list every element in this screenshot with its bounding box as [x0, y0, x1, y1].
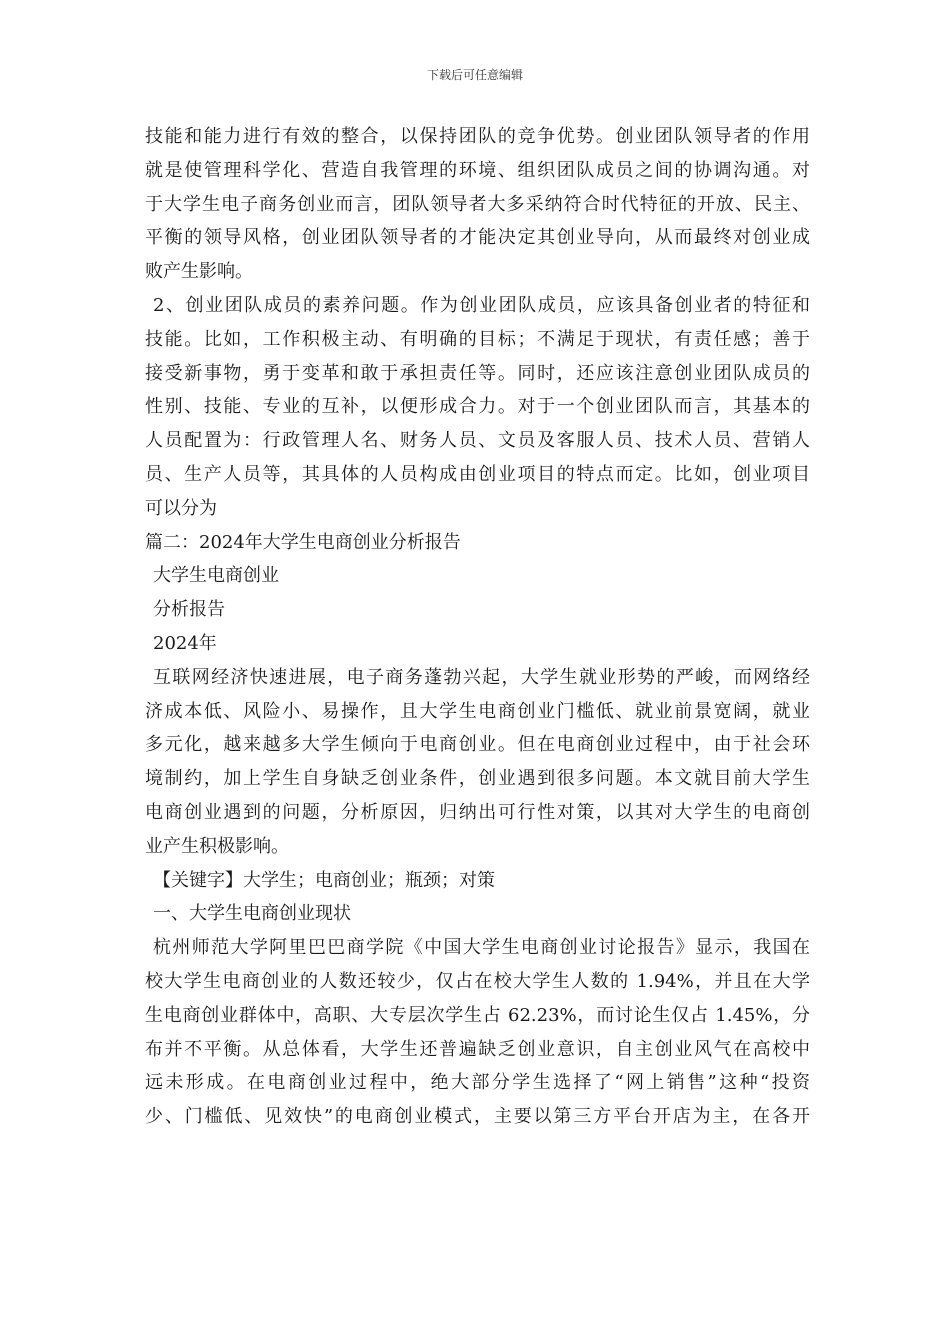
text-line: 电商创业遇到的问题，分析原因，归纳出可行性对策，以其对大学生的电商创: [145, 801, 810, 823]
text-line: 远未形成。在电商创业过程中，绝大部分学生选择了“网上销售”这种“投资: [145, 1072, 810, 1094]
text-line: 境制约，加上学生自身缺乏创业条件，创业遇到很多问题。本文就目前大学生: [145, 768, 810, 790]
text-line: 一、大学生电商创业现状: [153, 903, 351, 925]
text-line: 校大学生电商创业的人数还较少，仅占在校大学生人数的 1.94%，并且在大学: [145, 970, 810, 992]
text-line: 2024年: [153, 632, 217, 654]
text-line: 大学生电商创业: [153, 565, 279, 587]
text-line: 技能和能力进行有效的整合，以保持团队的竞争优势。创业团队领导者的作用: [145, 126, 810, 147]
text-line: 就是使管理科学化、营造自我管理的环境、组织团队成员之间的协调沟通。对: [145, 159, 810, 181]
text-line: 多元化，越来越多大学生倾向于电商创业。但在电商创业过程中，由于社会环: [145, 734, 810, 756]
text-line: 2、创业团队成员的素养问题。作为创业团队成员，应该具备创业者的特征和: [153, 294, 810, 316]
text-line: 布并不平衡。从总体看，大学生还普遍缺乏创业意识，自主创业风气在高校中: [145, 1038, 810, 1060]
text-line: 分析报告: [153, 599, 225, 621]
text-line: 性别、技能、专业的互补，以便形成合力。对于一个创业团队而言，其基本的: [145, 396, 810, 418]
text-line: 杭州师范大学阿里巴巴商学院《中国大学生电商创业讨论报告》显示，我国在: [153, 937, 810, 959]
page-header: 下载后可任意编辑: [426, 68, 523, 82]
text-line: 平衡的领导风格，创业团队领导者的才能决定其创业导向，从而最终对创业成: [145, 227, 810, 249]
document-body: [145, 120, 810, 1134]
text-line: 员、生产人员等，其具体的人员构成由创业项目的特点而定。比如，创业项目: [145, 463, 810, 485]
text-line: 技能。比如，工作积极主动、有明确的目标；不满足于现状，有责任感；善于: [145, 328, 810, 350]
text-line: 败产生影响。: [145, 261, 253, 283]
text-line: 济成本低、风险小、易操作，且大学生电商创业门槛低、就业前景宽阔，就业: [145, 700, 810, 722]
text-line: 业产生积极影响。: [145, 835, 289, 857]
text-line: 人员配置为：行政管理人名、财务人员、文员及客服人员、技术人员、营销人: [145, 430, 810, 452]
text-line: 生电商创业群体中，高职、大专层次学生占 62.23%，而讨论生仅占 1.45%，分: [145, 1004, 810, 1026]
text-line: 【关键字】大学生；电商创业；瓶颈；对策: [153, 869, 495, 891]
text-line: 篇二：2024年大学生电商创业分析报告: [145, 531, 461, 553]
text-line: 接受新事物，勇于变革和敢于承担责任等。同时，还应该注意创业团队成员的: [145, 362, 810, 384]
text-line: 可以分为: [145, 497, 217, 519]
text-line: 互联网经济快速进展，电子商务蓬勃兴起，大学生就业形势的严峻，而网络经: [153, 666, 810, 688]
text-line: 于大学生电子商务创业而言，团队领导者大多采纳符合时代特征的开放、民主、: [145, 193, 810, 215]
text-line: 少、门槛低、见效快”的电商创业模式，主要以第三方平台开店为主，在各开: [145, 1106, 810, 1128]
